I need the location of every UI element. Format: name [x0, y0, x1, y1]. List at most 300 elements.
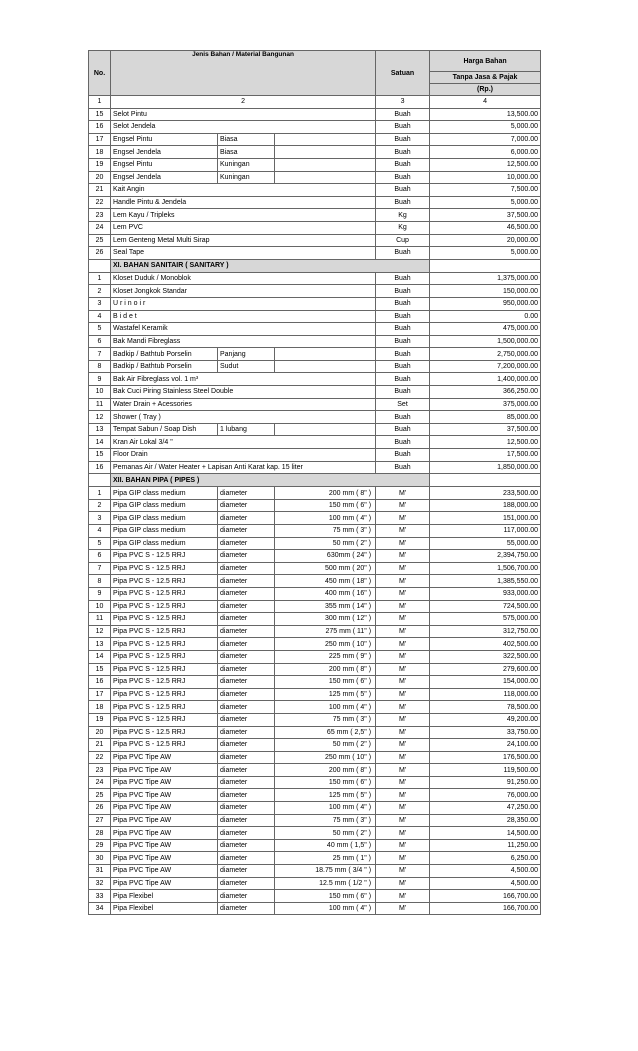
table-row — [89, 802, 541, 815]
table-row — [89, 650, 541, 663]
unit-cell: M' — [376, 776, 430, 789]
unit-cell: M' — [376, 877, 430, 890]
row-number: 21 — [89, 184, 111, 197]
material-name: Pipa PVC S - 12.5 RRJ — [111, 550, 218, 563]
row-number: 3 — [89, 512, 111, 525]
material-name: Pipa PVC Tipe AW — [111, 751, 218, 764]
table-row — [89, 348, 541, 361]
material-size: 400 mm ( 16" ) — [275, 587, 376, 600]
material-name: Pipa PVC S - 12.5 RRJ — [111, 701, 218, 714]
unit-cell: M' — [376, 827, 430, 840]
column-number: 4 — [430, 96, 541, 109]
row-number: 1 — [89, 272, 111, 285]
table-row — [89, 247, 541, 260]
unit-cell: M' — [376, 688, 430, 701]
material-name: Pipa PVC S - 12.5 RRJ — [111, 613, 218, 626]
material-spec: diameter — [218, 865, 275, 878]
row-number: 7 — [89, 562, 111, 575]
table-row — [89, 386, 541, 399]
material-size: 150 mm ( 6" ) — [275, 890, 376, 903]
material-name: Pipa PVC Tipe AW — [111, 814, 218, 827]
row-number: 26 — [89, 247, 111, 260]
table-row — [89, 676, 541, 689]
material-name: Pipa PVC S - 12.5 RRJ — [111, 713, 218, 726]
unit-cell: M' — [376, 789, 430, 802]
table-row — [89, 196, 541, 209]
price-cell: 14,500.00 — [430, 827, 541, 840]
table-row — [89, 335, 541, 348]
material-name: Pipa PVC S - 12.5 RRJ — [111, 587, 218, 600]
unit-cell: M' — [376, 676, 430, 689]
row-number: 10 — [89, 386, 111, 399]
price-cell: 166,700.00 — [430, 902, 541, 915]
material-name: Seal Tape — [111, 247, 376, 260]
row-number: 18 — [89, 701, 111, 714]
material-size: 100 mm ( 4" ) — [275, 701, 376, 714]
unit-cell: M' — [376, 562, 430, 575]
table-row — [89, 852, 541, 865]
column-number: 3 — [376, 96, 430, 109]
table-row — [89, 688, 541, 701]
row-number: 33 — [89, 890, 111, 903]
material-name: Water Drain + Acessories — [111, 398, 376, 411]
material-spec: diameter — [218, 890, 275, 903]
material-size: 40 mm ( 1,5" ) — [275, 839, 376, 852]
table-row — [89, 512, 541, 525]
material-name: Pipa PVC S - 12.5 RRJ — [111, 600, 218, 613]
material-spec: diameter — [218, 499, 275, 512]
material-spec: Sudut — [218, 360, 275, 373]
table-row — [89, 398, 541, 411]
material-size: 12.5 mm ( 1/2 " ) — [275, 877, 376, 890]
row-number: 15 — [89, 663, 111, 676]
material-name: Bak Mandi Fibreglass — [111, 335, 376, 348]
unit-cell: Buah — [376, 423, 430, 436]
section-no-cell — [89, 474, 111, 487]
table-row — [89, 726, 541, 739]
price-cell: 117,000.00 — [430, 525, 541, 538]
price-cell: 85,000.00 — [430, 411, 541, 424]
material-name: Pipa PVC Tipe AW — [111, 865, 218, 878]
table-row — [89, 537, 541, 550]
row-number: 2 — [89, 285, 111, 298]
section-price-cell — [430, 259, 541, 272]
row-number: 19 — [89, 713, 111, 726]
table-row — [89, 587, 541, 600]
material-name: Tempat Sabun / Soap Dish — [111, 423, 218, 436]
row-number: 6 — [89, 550, 111, 563]
table-row — [89, 221, 541, 234]
row-number: 24 — [89, 221, 111, 234]
table-row — [89, 827, 541, 840]
material-size: 200 mm ( 8" ) — [275, 764, 376, 777]
row-number: 29 — [89, 839, 111, 852]
row-number: 34 — [89, 902, 111, 915]
unit-cell: M' — [376, 613, 430, 626]
row-number: 11 — [89, 613, 111, 626]
material-name: Pipa GIP class medium — [111, 487, 218, 500]
row-number: 5 — [89, 323, 111, 336]
table-row — [89, 638, 541, 651]
table-row — [89, 877, 541, 890]
table-row — [89, 701, 541, 714]
material-name: Lem PVC — [111, 221, 376, 234]
table-row — [89, 663, 541, 676]
price-cell: 28,350.00 — [430, 814, 541, 827]
column-number-row — [89, 96, 541, 109]
material-name: Handle Pintu & Jendela — [111, 196, 376, 209]
row-number: 9 — [89, 373, 111, 386]
unit-cell: Buah — [376, 461, 430, 474]
price-cell: 20,000.00 — [430, 234, 541, 247]
material-size: 200 mm ( 8" ) — [275, 663, 376, 676]
material-spec: diameter — [218, 701, 275, 714]
material-spec: diameter — [218, 751, 275, 764]
unit-cell: M' — [376, 499, 430, 512]
material-name: Badkip / Bathtub Porselin — [111, 360, 218, 373]
material-spec: diameter — [218, 739, 275, 752]
table-row — [89, 625, 541, 638]
material-name: Pipa Flexibel — [111, 890, 218, 903]
price-cell: 49,200.00 — [430, 713, 541, 726]
material-name: Pipa PVC S - 12.5 RRJ — [111, 650, 218, 663]
material-size: 150 mm ( 6" ) — [275, 776, 376, 789]
row-number: 7 — [89, 348, 111, 361]
material-size: 18.75 mm ( 3/4 " ) — [275, 865, 376, 878]
material-name: Pipa PVC Tipe AW — [111, 852, 218, 865]
material-name: Floor Drain — [111, 449, 376, 462]
material-spec: Biasa — [218, 146, 275, 159]
table-row — [89, 449, 541, 462]
material-name: Pipa GIP class medium — [111, 512, 218, 525]
table-row — [89, 487, 541, 500]
material-size: 150 mm ( 6" ) — [275, 676, 376, 689]
unit-cell: Kg — [376, 209, 430, 222]
material-size: 125 mm ( 5" ) — [275, 688, 376, 701]
material-name: Kran Air Lokal 3/4 " — [111, 436, 376, 449]
price-cell: 119,500.00 — [430, 764, 541, 777]
material-name: U r i n o i r — [111, 297, 376, 310]
material-spec: diameter — [218, 902, 275, 915]
material-size: 100 mm ( 4" ) — [275, 902, 376, 915]
material-name: Pipa PVC S - 12.5 RRJ — [111, 688, 218, 701]
table-row — [89, 550, 541, 563]
material-size — [275, 360, 376, 373]
material-spec: diameter — [218, 726, 275, 739]
table-row — [89, 713, 541, 726]
unit-cell: M' — [376, 865, 430, 878]
unit-cell: Kg — [376, 221, 430, 234]
row-number: 4 — [89, 310, 111, 323]
material-size — [275, 171, 376, 184]
price-cell: 7,000.00 — [430, 133, 541, 146]
material-name: Engsel Pintu — [111, 133, 218, 146]
row-number: 2 — [89, 499, 111, 512]
price-cell: 1,506,700.00 — [430, 562, 541, 575]
price-cell: 933,000.00 — [430, 587, 541, 600]
table-row — [89, 562, 541, 575]
material-size: 100 mm ( 4" ) — [275, 512, 376, 525]
material-size: 250 mm ( 10" ) — [275, 638, 376, 651]
header-unit: Satuan — [376, 51, 430, 96]
material-name: Pipa PVC Tipe AW — [111, 776, 218, 789]
unit-cell: M' — [376, 663, 430, 676]
table-row — [89, 121, 541, 134]
material-size: 125 mm ( 5" ) — [275, 789, 376, 802]
table-row — [89, 158, 541, 171]
price-cell: 6,000.00 — [430, 146, 541, 159]
price-cell: 279,600.00 — [430, 663, 541, 676]
material-name: Pipa PVC Tipe AW — [111, 827, 218, 840]
unit-cell: Buah — [376, 310, 430, 323]
material-name: Pipa PVC S - 12.5 RRJ — [111, 739, 218, 752]
table-row — [89, 171, 541, 184]
table-row — [89, 839, 541, 852]
row-number: 13 — [89, 638, 111, 651]
material-spec: diameter — [218, 525, 275, 538]
material-size: 300 mm ( 12" ) — [275, 613, 376, 626]
header-price: Harga Bahan — [430, 51, 541, 72]
column-number: 1 — [89, 96, 111, 109]
unit-cell: M' — [376, 575, 430, 588]
unit-cell: Buah — [376, 360, 430, 373]
table-row — [89, 373, 541, 386]
material-spec: Kuningan — [218, 158, 275, 171]
material-size: 200 mm ( 8" ) — [275, 487, 376, 500]
price-cell: 46,500.00 — [430, 221, 541, 234]
material-size: 250 mm ( 10" ) — [275, 751, 376, 764]
unit-cell: M' — [376, 650, 430, 663]
header-no: No. — [89, 51, 111, 96]
table-row — [89, 184, 541, 197]
header-price-sub1: Tanpa Jasa & Pajak — [430, 72, 541, 84]
material-size: 100 mm ( 4" ) — [275, 802, 376, 815]
table-row — [89, 789, 541, 802]
material-spec: diameter — [218, 663, 275, 676]
table-row — [89, 423, 541, 436]
table-row — [89, 285, 541, 298]
unit-cell: M' — [376, 550, 430, 563]
material-spec: diameter — [218, 839, 275, 852]
material-spec: Biasa — [218, 133, 275, 146]
unit-cell: M' — [376, 537, 430, 550]
unit-cell: M' — [376, 487, 430, 500]
material-size — [275, 158, 376, 171]
unit-cell: M' — [376, 638, 430, 651]
material-name: Engsel Jendela — [111, 171, 218, 184]
material-name: Bak Air Fibreglass vol. 1 m³ — [111, 373, 376, 386]
row-number: 20 — [89, 171, 111, 184]
row-number: 11 — [89, 398, 111, 411]
table-row — [89, 600, 541, 613]
row-number: 6 — [89, 335, 111, 348]
unit-cell: M' — [376, 713, 430, 726]
unit-cell: Buah — [376, 436, 430, 449]
row-number: 1 — [89, 487, 111, 500]
price-cell: 322,500.00 — [430, 650, 541, 663]
material-name: Pipa PVC Tipe AW — [111, 839, 218, 852]
row-number: 10 — [89, 600, 111, 613]
material-size: 75 mm ( 3" ) — [275, 525, 376, 538]
material-name: Wastafel Keramik — [111, 323, 376, 336]
material-name: Kloset Jongkok Standar — [111, 285, 376, 298]
unit-cell: M' — [376, 625, 430, 638]
material-spec: diameter — [218, 713, 275, 726]
unit-cell: Buah — [376, 158, 430, 171]
material-size — [275, 348, 376, 361]
unit-cell: M' — [376, 512, 430, 525]
unit-cell: M' — [376, 525, 430, 538]
material-size: 630mm ( 24" ) — [275, 550, 376, 563]
header-row — [89, 51, 541, 72]
unit-cell: M' — [376, 739, 430, 752]
unit-cell: Buah — [376, 373, 430, 386]
row-number: 24 — [89, 776, 111, 789]
material-size: 500 mm ( 20" ) — [275, 562, 376, 575]
price-cell: 118,000.00 — [430, 688, 541, 701]
header-price-sub2: (Rp.) — [430, 84, 541, 96]
material-name: Pipa PVC S - 12.5 RRJ — [111, 676, 218, 689]
price-cell: 1,385,550.00 — [430, 575, 541, 588]
row-number: 8 — [89, 360, 111, 373]
table-row — [89, 360, 541, 373]
price-cell: 5,000.00 — [430, 121, 541, 134]
unit-cell: M' — [376, 890, 430, 903]
price-cell: 2,394,750.00 — [430, 550, 541, 563]
material-name: Pipa PVC S - 12.5 RRJ — [111, 625, 218, 638]
table-row — [89, 323, 541, 336]
material-name: Bak Cuci Piring Stainless Steel Double — [111, 386, 376, 399]
row-number: 28 — [89, 827, 111, 840]
material-spec: diameter — [218, 550, 275, 563]
material-spec: diameter — [218, 600, 275, 613]
row-number: 23 — [89, 209, 111, 222]
material-spec: diameter — [218, 827, 275, 840]
table-row — [89, 525, 541, 538]
unit-cell: Buah — [376, 146, 430, 159]
row-number: 15 — [89, 108, 111, 121]
price-cell: 1,375,000.00 — [430, 272, 541, 285]
row-number: 22 — [89, 196, 111, 209]
material-spec: diameter — [218, 587, 275, 600]
material-spec: 1 lubang — [218, 423, 275, 436]
material-spec: diameter — [218, 688, 275, 701]
section-title: XII. BAHAN PIPA ( PIPES ) — [111, 474, 430, 487]
material-spec: diameter — [218, 638, 275, 651]
material-name: B i d e t — [111, 310, 376, 323]
unit-cell: M' — [376, 587, 430, 600]
section-price-cell — [430, 474, 541, 487]
unit-cell: Cup — [376, 234, 430, 247]
material-size — [275, 423, 376, 436]
table-row — [89, 461, 541, 474]
material-name: Pipa PVC Tipe AW — [111, 764, 218, 777]
price-cell: 724,500.00 — [430, 600, 541, 613]
table-row — [89, 814, 541, 827]
material-spec: diameter — [218, 789, 275, 802]
material-spec: Panjang — [218, 348, 275, 361]
price-cell: 33,750.00 — [430, 726, 541, 739]
price-cell: 151,000.00 — [430, 512, 541, 525]
material-spec: diameter — [218, 487, 275, 500]
price-cell: 12,500.00 — [430, 158, 541, 171]
price-cell: 37,500.00 — [430, 209, 541, 222]
price-cell: 402,500.00 — [430, 638, 541, 651]
material-spec: diameter — [218, 512, 275, 525]
row-number: 19 — [89, 158, 111, 171]
unit-cell: Buah — [376, 411, 430, 424]
unit-cell: M' — [376, 701, 430, 714]
material-size: 65 mm ( 2,5" ) — [275, 726, 376, 739]
material-name: Engsel Pintu — [111, 158, 218, 171]
material-spec: diameter — [218, 814, 275, 827]
price-cell: 37,500.00 — [430, 423, 541, 436]
material-name: Engsel Jendela — [111, 146, 218, 159]
material-size: 450 mm ( 18" ) — [275, 575, 376, 588]
section-no-cell — [89, 259, 111, 272]
row-number: 20 — [89, 726, 111, 739]
material-name: Pipa PVC S - 12.5 RRJ — [111, 638, 218, 651]
row-number: 26 — [89, 802, 111, 815]
price-cell: 233,500.00 — [430, 487, 541, 500]
table-row — [89, 411, 541, 424]
material-spec: diameter — [218, 537, 275, 550]
unit-cell: M' — [376, 814, 430, 827]
price-cell: 375,000.00 — [430, 398, 541, 411]
price-cell: 2,750,000.00 — [430, 348, 541, 361]
row-number: 31 — [89, 865, 111, 878]
material-name: Pipa GIP class medium — [111, 525, 218, 538]
row-number: 8 — [89, 575, 111, 588]
table-row — [89, 739, 541, 752]
price-cell: 1,400,000.00 — [430, 373, 541, 386]
material-name: Pipa PVC S - 12.5 RRJ — [111, 562, 218, 575]
row-number: 25 — [89, 234, 111, 247]
table-row — [89, 272, 541, 285]
material-spec: diameter — [218, 625, 275, 638]
price-list-table — [88, 50, 541, 915]
material-size: 275 mm ( 11" ) — [275, 625, 376, 638]
row-number: 3 — [89, 297, 111, 310]
row-number: 17 — [89, 133, 111, 146]
price-cell: 7,500.00 — [430, 184, 541, 197]
price-cell: 6,250.00 — [430, 852, 541, 865]
unit-cell: Buah — [376, 184, 430, 197]
unit-cell: Buah — [376, 285, 430, 298]
material-spec: diameter — [218, 852, 275, 865]
material-size: 50 mm ( 2" ) — [275, 537, 376, 550]
unit-cell: Buah — [376, 121, 430, 134]
row-number: 5 — [89, 537, 111, 550]
unit-cell: Buah — [376, 335, 430, 348]
price-cell: 4,500.00 — [430, 865, 541, 878]
row-number: 32 — [89, 877, 111, 890]
row-number: 17 — [89, 688, 111, 701]
price-cell: 1,850,000.00 — [430, 461, 541, 474]
table-row — [89, 613, 541, 626]
material-size: 225 mm ( 9" ) — [275, 650, 376, 663]
unit-cell: M' — [376, 902, 430, 915]
row-number: 12 — [89, 411, 111, 424]
unit-cell: M' — [376, 600, 430, 613]
material-size: 75 mm ( 3" ) — [275, 814, 376, 827]
price-cell: 12,500.00 — [430, 436, 541, 449]
material-spec: diameter — [218, 676, 275, 689]
material-name: Lem Genteng Metal Multi Sirap — [111, 234, 376, 247]
table-row — [89, 146, 541, 159]
row-number: 18 — [89, 146, 111, 159]
row-number: 16 — [89, 121, 111, 134]
